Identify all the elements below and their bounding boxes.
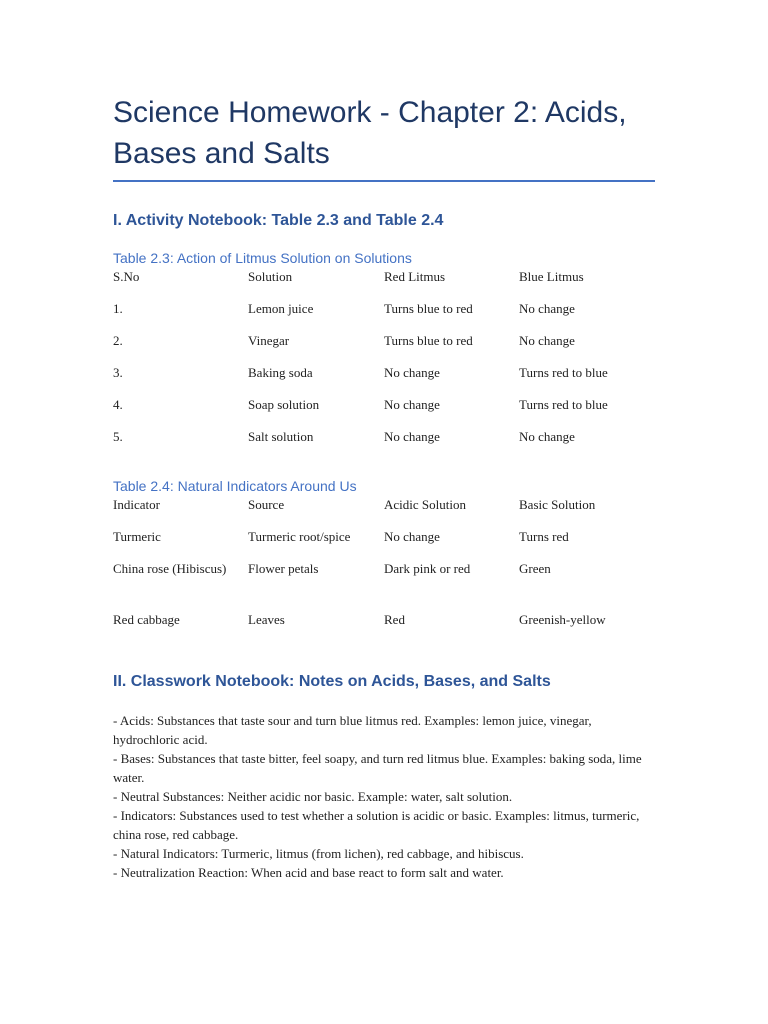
table-cell: Leaves	[248, 612, 285, 627]
table-cell: Turns red to blue	[519, 397, 608, 412]
table-row	[113, 300, 655, 332]
page-title: Science Homework - Chapter 2: Acids, Bases and Salts	[113, 96, 627, 170]
document-page	[113, 92, 655, 882]
table-header-row	[113, 268, 655, 300]
table-2-4	[113, 496, 655, 643]
column-header: Solution	[248, 269, 293, 284]
table-cell: Flower petals	[248, 561, 319, 576]
table-cell: Turns blue to red	[384, 301, 473, 316]
table-cell: China rose (Hibiscus)	[113, 561, 227, 576]
column-header: Blue Litmus	[519, 269, 584, 284]
table-cell: Turns red to blue	[519, 365, 608, 380]
table-cell: No change	[519, 429, 575, 444]
table-row	[113, 332, 655, 364]
table-cell: Green	[519, 561, 551, 576]
table-2-3-caption: Table 2.3: Action of Litmus Solution on Solutions	[113, 250, 412, 266]
table-cell: Greenish-yellow	[519, 612, 606, 627]
title-underline	[113, 180, 655, 182]
table-row	[113, 364, 655, 396]
table-row	[113, 560, 655, 611]
table-cell: 2.	[113, 333, 123, 348]
table-cell: Red cabbage	[113, 612, 180, 627]
table-cell: No change	[384, 397, 440, 412]
table-2-3	[113, 268, 655, 460]
table-cell: 3.	[113, 365, 123, 380]
table-row	[113, 428, 655, 460]
table-2-4-caption: Table 2.4: Natural Indicators Around Us	[113, 478, 357, 494]
table-row	[113, 611, 655, 643]
column-header: Source	[248, 497, 285, 512]
column-header: Indicator	[113, 497, 160, 512]
note-bases: - Bases: Substances that taste bitter, feel soapy, and turn red litmus blue. Examples: baking soda, lime water.	[113, 751, 642, 785]
table-header-row	[113, 496, 655, 528]
table-cell: No change	[384, 429, 440, 444]
note-indicators: - Indicators: Substances used to test whether a solution is acidic or basic. Examples: litmus, turmeric, china rose, red cabbage.	[113, 808, 640, 842]
table-cell: 1.	[113, 301, 123, 316]
table-cell: Red	[384, 612, 405, 627]
table-cell: Dark pink or red	[384, 561, 471, 576]
table-cell: Turns red	[519, 529, 569, 544]
table-cell: 5.	[113, 429, 123, 444]
table-cell: No change	[384, 529, 440, 544]
column-header: S.No	[113, 269, 140, 284]
table-cell: No change	[519, 333, 575, 348]
column-header: Red Litmus	[384, 269, 446, 284]
table-cell: No change	[519, 301, 575, 316]
table-cell: Lemon juice	[248, 301, 314, 316]
table-row	[113, 396, 655, 428]
section-2-heading: II. Classwork Notebook: Notes on Acids, Bases, and Salts	[113, 673, 551, 690]
column-header: Acidic Solution	[384, 497, 466, 512]
section-1-heading: I. Activity Notebook: Table 2.3 and Table 2.4	[113, 212, 444, 229]
note-neutral-substances: - Neutral Substances: Neither acidic nor basic. Example: water, salt solution.	[113, 789, 513, 804]
table-cell: 4.	[113, 397, 123, 412]
table-cell: Turns blue to red	[384, 333, 473, 348]
table-row	[113, 528, 655, 560]
table-cell: Turmeric root/spice	[248, 529, 351, 544]
table-cell: Salt solution	[248, 429, 314, 444]
table-cell: Soap solution	[248, 397, 320, 412]
column-header: Basic Solution	[519, 497, 596, 512]
note-neutralization: - Neutralization Reaction: When acid and base react to form salt and water.	[113, 865, 504, 880]
table-cell: Turmeric	[113, 529, 161, 544]
note-acids: - Acids: Substances that taste sour and turn blue litmus red. Examples: lemon juice, vinegar, hydrochloric acid.	[113, 713, 592, 747]
table-cell: Baking soda	[248, 365, 313, 380]
table-cell: No change	[384, 365, 440, 380]
note-natural-indicators: - Natural Indicators: Turmeric, litmus (from lichen), red cabbage, and hibiscus.	[113, 846, 524, 861]
notes-list	[113, 711, 655, 882]
table-cell: Vinegar	[248, 333, 290, 348]
